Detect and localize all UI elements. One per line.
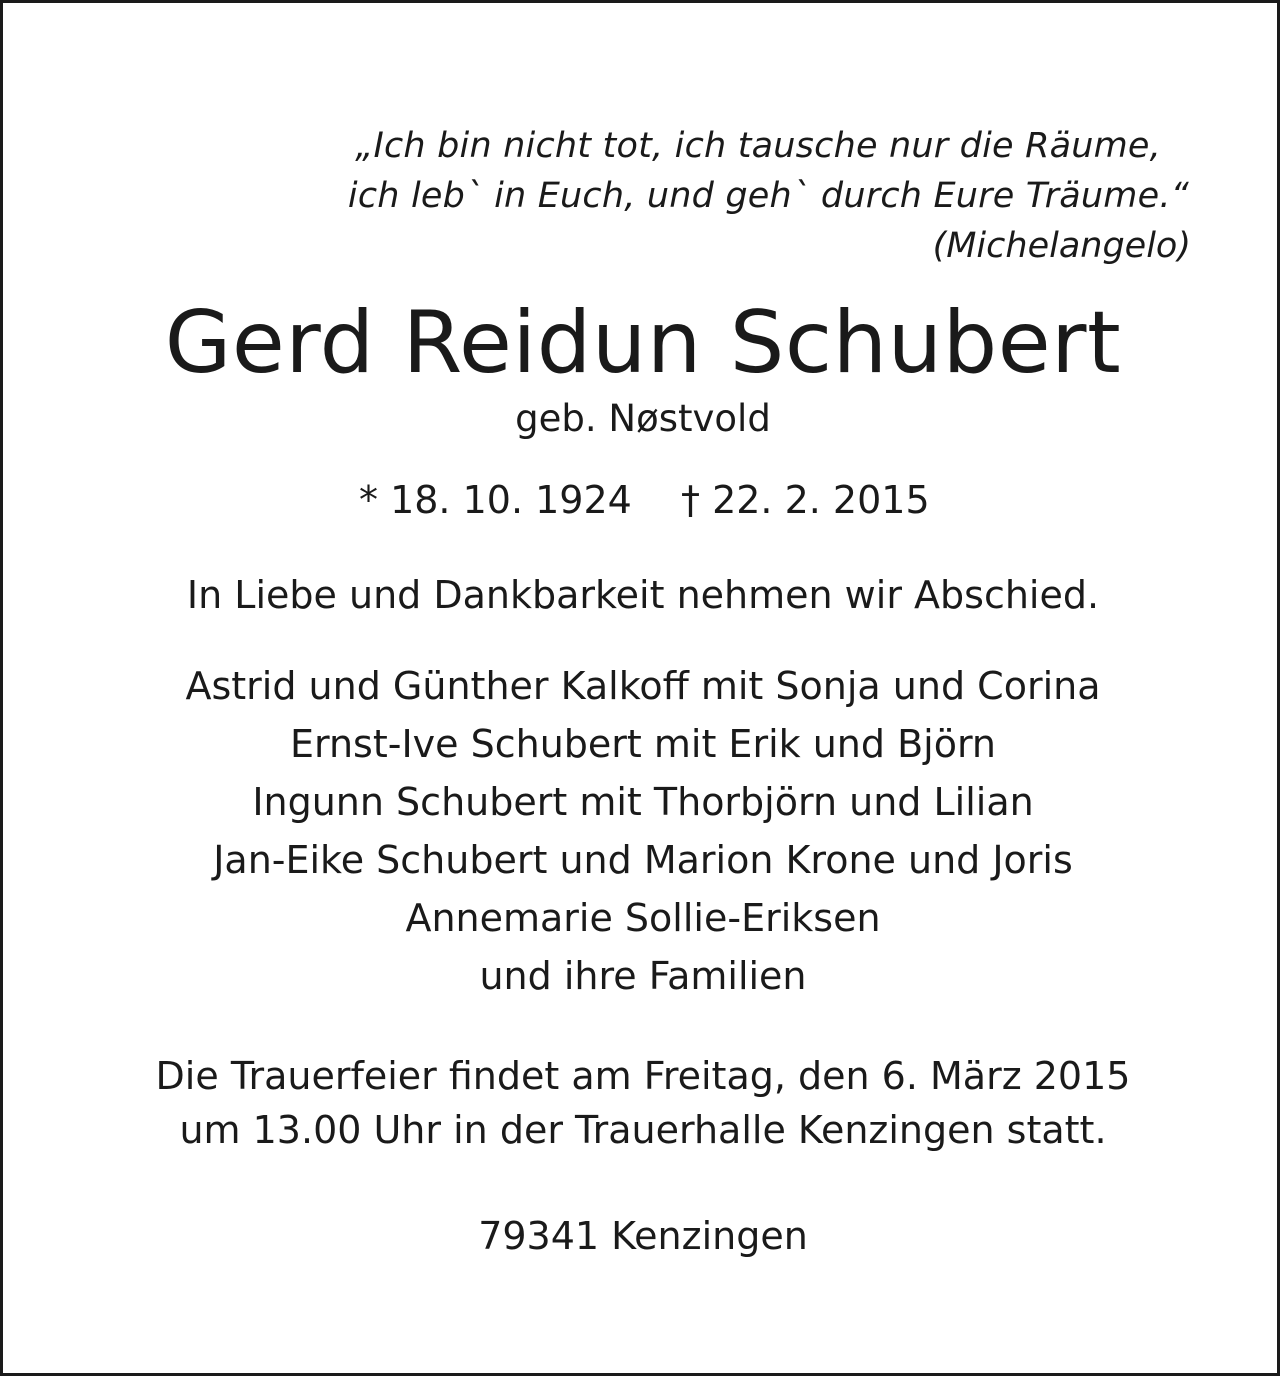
survivors-list	[3, 657, 1280, 1005]
survivor-line: und ihre Familien	[479, 954, 807, 998]
farewell-text: In Liebe und Dankbarkeit nehmen wir Abschied.	[186, 573, 1100, 617]
survivor-line: Jan-Eike Schubert und Marion Krone und Joris	[213, 838, 1073, 882]
survivor-line: Ernst-Ive Schubert mit Erik und Björn	[289, 722, 996, 766]
service-line: um 13.00 Uhr in der Trauerhalle Kenzingen statt.	[179, 1108, 1107, 1152]
quote-line: ich leb` in Euch, und geh` durch Eure Träume.“	[347, 176, 1189, 216]
death-date: † 22. 2. 2015	[681, 478, 930, 522]
birth-date: * 18. 10. 1924	[359, 478, 632, 522]
service-info	[3, 1049, 1280, 1157]
survivor-line: Ingunn Schubert mit Thorbjörn und Lilian	[252, 780, 1034, 824]
quote-author: (Michelangelo)	[932, 226, 1191, 266]
survivor-line: Astrid und Günther Kalkoff mit Sonja und Corina	[185, 664, 1101, 708]
deceased-name: Gerd Reidun Schubert	[164, 293, 1122, 393]
quote-line: „Ich bin nicht tot, ich tausche nur die Räume,	[355, 126, 1161, 166]
place-text: 79341 Kenzingen	[478, 1214, 808, 1258]
maiden-name: geb. Nøstvold	[515, 397, 771, 440]
service-line: Die Trauerfeier findet am Freitag, den 6. März 2015	[155, 1054, 1131, 1098]
survivor-line: Annemarie Sollie-Eriksen	[405, 896, 881, 940]
epigraph-quote	[348, 121, 1189, 221]
